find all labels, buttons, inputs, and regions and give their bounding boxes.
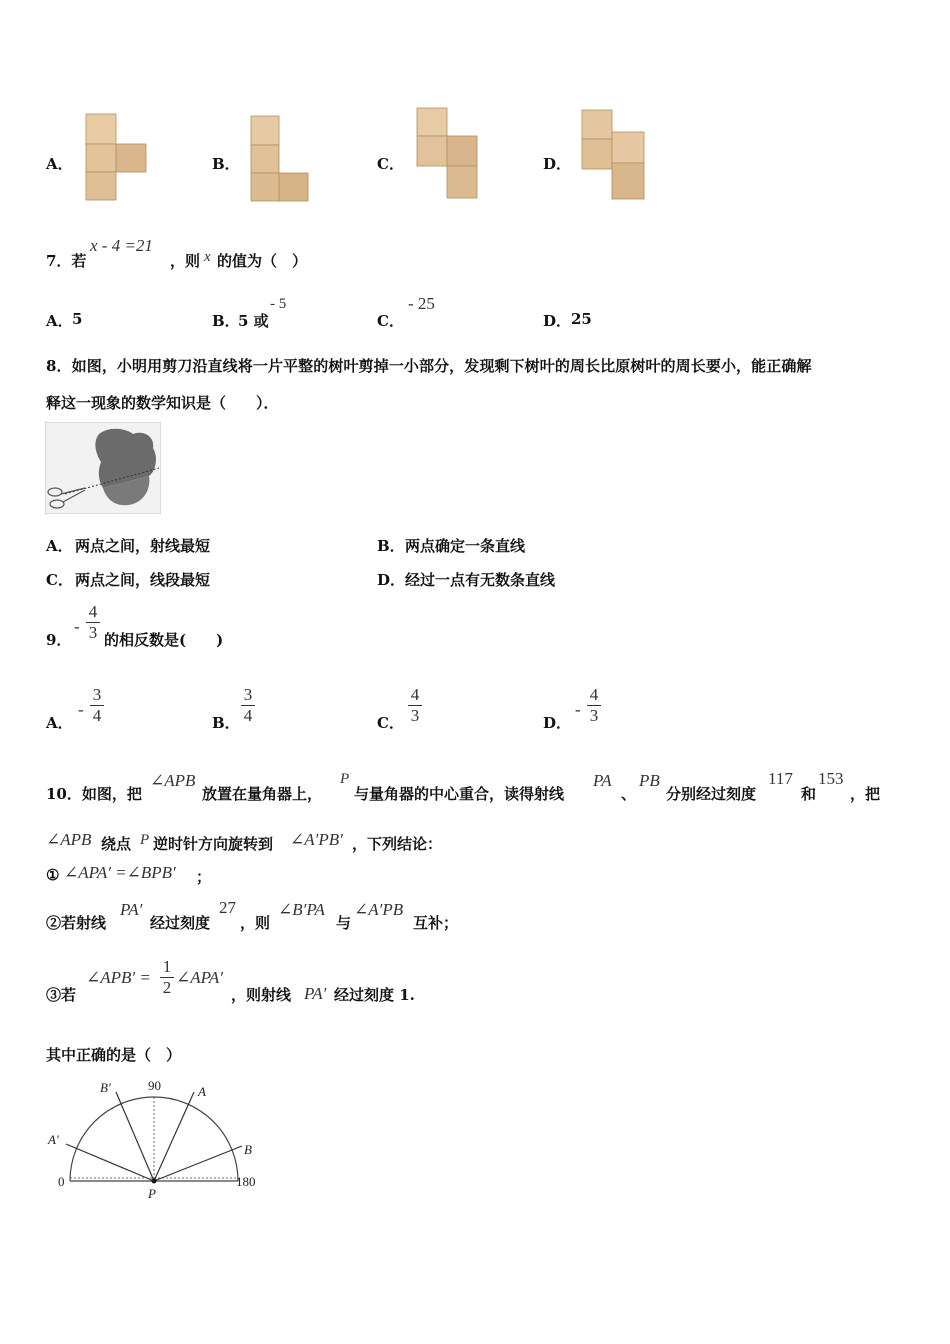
q9-option-b-numerator: 3 <box>243 685 253 704</box>
q8-option-d-text: 经过一点有无数条直线 <box>405 571 556 589</box>
protractor-label-p: P <box>148 1186 156 1201</box>
q7-then: ，则 <box>170 252 201 270</box>
q9-option-b-denominator: 4 <box>243 706 253 725</box>
q8-line-2: 释这一现象的数学知识是（ ）． <box>46 394 279 412</box>
q10-l1-angle: ∠APB <box>150 771 196 790</box>
q9-option-d-denominator: 3 <box>589 706 599 725</box>
protractor-label-a: A <box>198 1084 206 1099</box>
q9-option-b-fraction <box>241 686 255 725</box>
q9-option-a-fraction <box>90 686 104 725</box>
q7-number: 7．若 <box>46 252 87 270</box>
q10-l2-a: 绕点 <box>101 835 132 853</box>
q9-sign: - <box>74 617 80 636</box>
q9-number: 9． <box>46 631 72 649</box>
q10-l1-pb: PB <box>639 771 660 790</box>
q6-option-c-letter: C． <box>377 155 404 173</box>
q7-equation <box>90 236 153 256</box>
q9-option-d-letter: D． <box>543 714 572 732</box>
q9-denominator: 3 <box>88 623 98 642</box>
protractor-label-b-prime: B′ <box>100 1080 111 1095</box>
q10-l1-and: 和 <box>801 785 817 803</box>
q8-option-b-text: 两点确定一条直线 <box>405 537 526 555</box>
q10-l1-d: 分别经过刻度 <box>666 785 757 803</box>
q7-variable: x <box>204 249 211 265</box>
q8-option-d-letter: D． <box>377 571 406 589</box>
q10-l1-b: 放置在量角器上， <box>202 785 323 803</box>
q10-c2-b: 经过刻度 <box>150 914 211 932</box>
q10-l2-p: P <box>140 832 150 848</box>
q10-c3-a: ③若 <box>46 986 77 1004</box>
q10-l1-e: ，把 <box>850 785 881 803</box>
protractor-label-90: 90 <box>148 1078 161 1093</box>
protractor-label-b: B <box>244 1142 252 1157</box>
q8-line-1: 8．如图，小明用剪刀沿直线将一片平整的树叶剪掉一小部分，发现剩下树叶的周长比原树叶的周长要小，能正确解 <box>46 357 812 375</box>
q9-numerator: 4 <box>88 602 98 621</box>
q10-l1-c: 与量角器的中心重合，读得射线 <box>354 785 565 803</box>
q9-option-b-letter: B． <box>212 714 240 732</box>
protractor-figure <box>44 1076 270 1204</box>
q10-l2-angle2: ∠A′PB′ <box>290 830 343 849</box>
q10-l1-117: 117 <box>768 769 793 788</box>
q10-c2-ang2: ∠A′PB <box>354 900 404 919</box>
q10-c2-c: ，则 <box>240 914 271 932</box>
q10-c2-a: ②若射线 <box>46 914 107 932</box>
q9-option-d-numerator: 4 <box>589 685 599 704</box>
q10-c3-c: 经过刻度 1. <box>334 986 415 1004</box>
q7-option-b-letter: B． <box>212 312 240 330</box>
q6-option-a-letter: A． <box>46 155 73 173</box>
q10-c3-pa: PA′ <box>304 984 327 1003</box>
q9-option-a-sign: - <box>78 700 84 719</box>
q10-c2-e: 互补； <box>413 914 459 932</box>
q10-l1-pa: PA <box>593 771 612 790</box>
q9-fraction <box>86 603 100 642</box>
q10-l2-c: ，下列结论： <box>352 835 443 853</box>
protractor-label-0: 0 <box>58 1174 65 1189</box>
q9-option-c-fraction <box>408 686 422 725</box>
q7-option-a-letter: A． <box>46 312 73 330</box>
q9-tail: 的相反数是( ) <box>104 631 224 649</box>
q8-option-a-letter: A． <box>46 537 73 555</box>
q10-c3-ang1: ∠APB′ = <box>86 968 151 987</box>
q8-option-c-text: 两点之间，线段最短 <box>75 571 211 589</box>
q10-c1-mark: ① <box>46 866 60 884</box>
q10-c3-numerator: 1 <box>162 957 172 976</box>
q6-option-d-letter: D． <box>543 155 572 173</box>
q9-option-a-numerator: 3 <box>92 685 102 704</box>
q7-option-d-text: 25 <box>571 310 592 328</box>
q7-option-a-text: 5 <box>72 310 83 328</box>
q9-option-a-denominator: 4 <box>92 706 102 725</box>
q10-c3-b: ，则射线 <box>231 986 292 1004</box>
q10-l2-b: 逆时针方向旋转到 <box>153 835 274 853</box>
q6-option-b-letter: B． <box>212 155 240 173</box>
q6-option-d-cubes <box>580 108 648 204</box>
q9-option-d-fraction <box>587 686 601 725</box>
q10-l1-p: P <box>340 771 350 787</box>
q10-c2-d: 与 <box>336 914 352 932</box>
q9-option-d-sign: - <box>575 700 581 719</box>
q7-option-d-letter: D． <box>543 312 572 330</box>
q10-c1-math: ∠APA′ =∠BPB′ <box>64 863 176 882</box>
q10-c3-half <box>160 958 174 997</box>
q7-tail: 的值为（ ） <box>217 252 308 270</box>
q9-option-c-denominator: 3 <box>410 706 420 725</box>
q10-c1-end: ； <box>196 868 212 886</box>
q10-l1-153: 153 <box>818 769 844 788</box>
q8-option-b-letter: B． <box>377 537 405 555</box>
q7-option-c-letter: C． <box>377 312 404 330</box>
q8-option-a-text: 两点之间，射线最短 <box>75 537 211 555</box>
q10-ask: 其中正确的是（ ） <box>46 1046 182 1064</box>
q7-option-b-math: - 5 <box>270 296 287 312</box>
q9-option-c-numerator: 4 <box>410 685 420 704</box>
q10-l1-sep: 、 <box>621 785 637 803</box>
q10-c2-ang1: ∠B′PA <box>278 900 325 919</box>
q8-option-c-letter: C． <box>46 571 73 589</box>
q6-option-b-cubes <box>249 114 311 204</box>
q10-c2-27: 27 <box>219 898 236 917</box>
q10-c3-denominator: 2 <box>162 978 172 997</box>
q9-option-c-letter: C． <box>377 714 404 732</box>
q10-c3-ang2: ∠APA′ <box>176 968 223 987</box>
q6-option-a-cubes <box>84 112 148 204</box>
q10-l1-a: 10．如图，把 <box>46 785 142 803</box>
q6-option-c-cubes <box>415 106 479 202</box>
protractor-label-a-prime: A′ <box>48 1132 59 1147</box>
q7-option-c-math: - 25 <box>408 294 435 313</box>
q9-option-a-letter: A． <box>46 714 73 732</box>
leaf-scissors-figure <box>45 422 161 514</box>
q10-l2-angle: ∠APB <box>46 830 92 849</box>
protractor-label-180: 180 <box>236 1174 256 1189</box>
q7-equation-text: x - 4 =21 <box>90 236 153 255</box>
q7-option-b-text: 5 或 <box>238 312 269 330</box>
q10-c2-pa: PA′ <box>120 900 143 919</box>
